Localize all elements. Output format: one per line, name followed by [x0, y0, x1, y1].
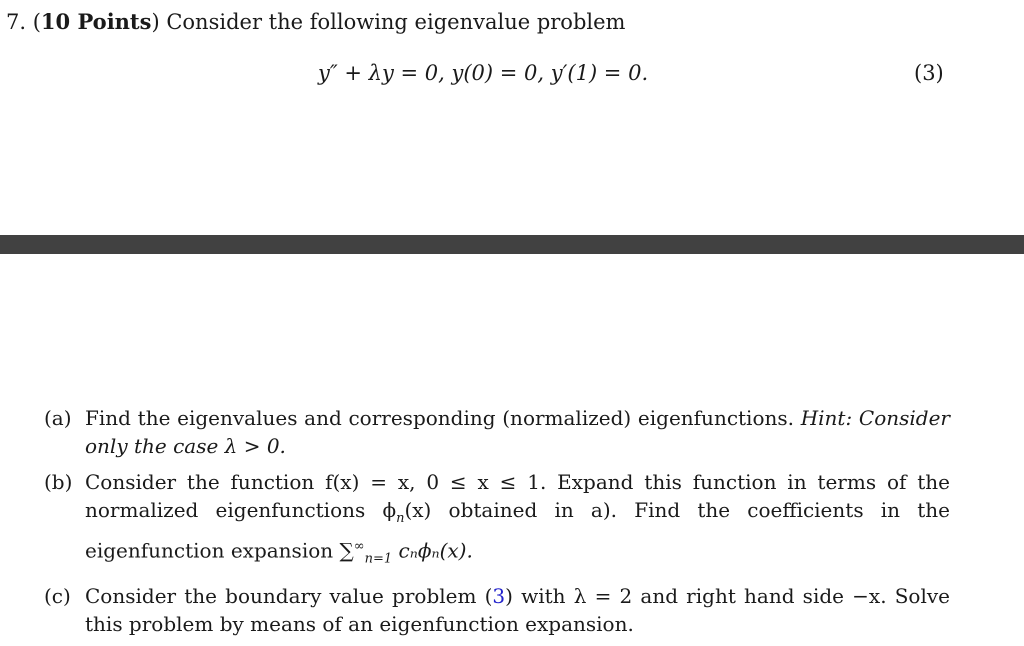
eigenvalue-equation: y″ + λy = 0, y(0) = 0, y′(1) = 0. — [318, 61, 649, 85]
part-a-hint: Hint: Consider only the case λ > 0. — [85, 406, 950, 458]
part-b — [40, 468, 950, 574]
part-a-text — [85, 404, 950, 460]
equation-reference-link[interactable]: 3 — [492, 583, 506, 608]
part-c-body-2: ) with λ = 2 and right hand side −x. Solve this problem by means of an eigenfunction expansion. — [85, 583, 950, 636]
part-c-body-1: Consider the boundary value problem ( — [85, 583, 493, 608]
problem-number: 7. — [6, 10, 27, 34]
sum-upper-limit: ∞ — [353, 539, 365, 554]
sum-expression: cₙϕₙ(x). — [398, 538, 473, 563]
part-a — [40, 404, 950, 460]
part-b-body-2: (x) obtained in a). Find the coefficients in the eigenfunction expansion — [85, 498, 950, 563]
part-c-label: (c) — [44, 583, 71, 608]
equation-row — [0, 58, 1024, 90]
divider-bar — [0, 235, 1024, 254]
part-b-text: Consider the function f(x) = x, 0 ≤ x ≤ 1. Expand this function in terms of the normalized eigenfunctions $\phi_n(x)$ obtained in a). Find the coefficients in the eigenfunction expansion $\sum^\infty_{n=1}$ cₙϕₙ(x). — [85, 470, 950, 567]
problem-header: 7. (10 Points) Consider the following eigenvalue problem — [6, 9, 626, 34]
part-b-body-1: Consider the function f(x) = x, 0 ≤ x ≤ 1. Expand this function in terms of the normalized eigenfunctions ϕ — [85, 470, 950, 522]
part-c — [40, 582, 950, 638]
problem-points: 10 Points — [40, 9, 152, 34]
part-b-label: (b) — [44, 470, 73, 494]
part-a-body: Find the eigenvalues and corresponding (normalized) eigenfunctions. — [85, 406, 794, 430]
part-c-text — [85, 582, 950, 638]
equation-number: (3) — [914, 61, 944, 85]
part-a-label: (a) — [44, 406, 72, 430]
sum-lower-limit: n=1 — [364, 551, 393, 567]
sum-symbol: ∑ — [339, 538, 354, 563]
problem-parts — [40, 404, 950, 646]
problem-intro: Consider the following eigenvalue problem — [166, 10, 626, 34]
